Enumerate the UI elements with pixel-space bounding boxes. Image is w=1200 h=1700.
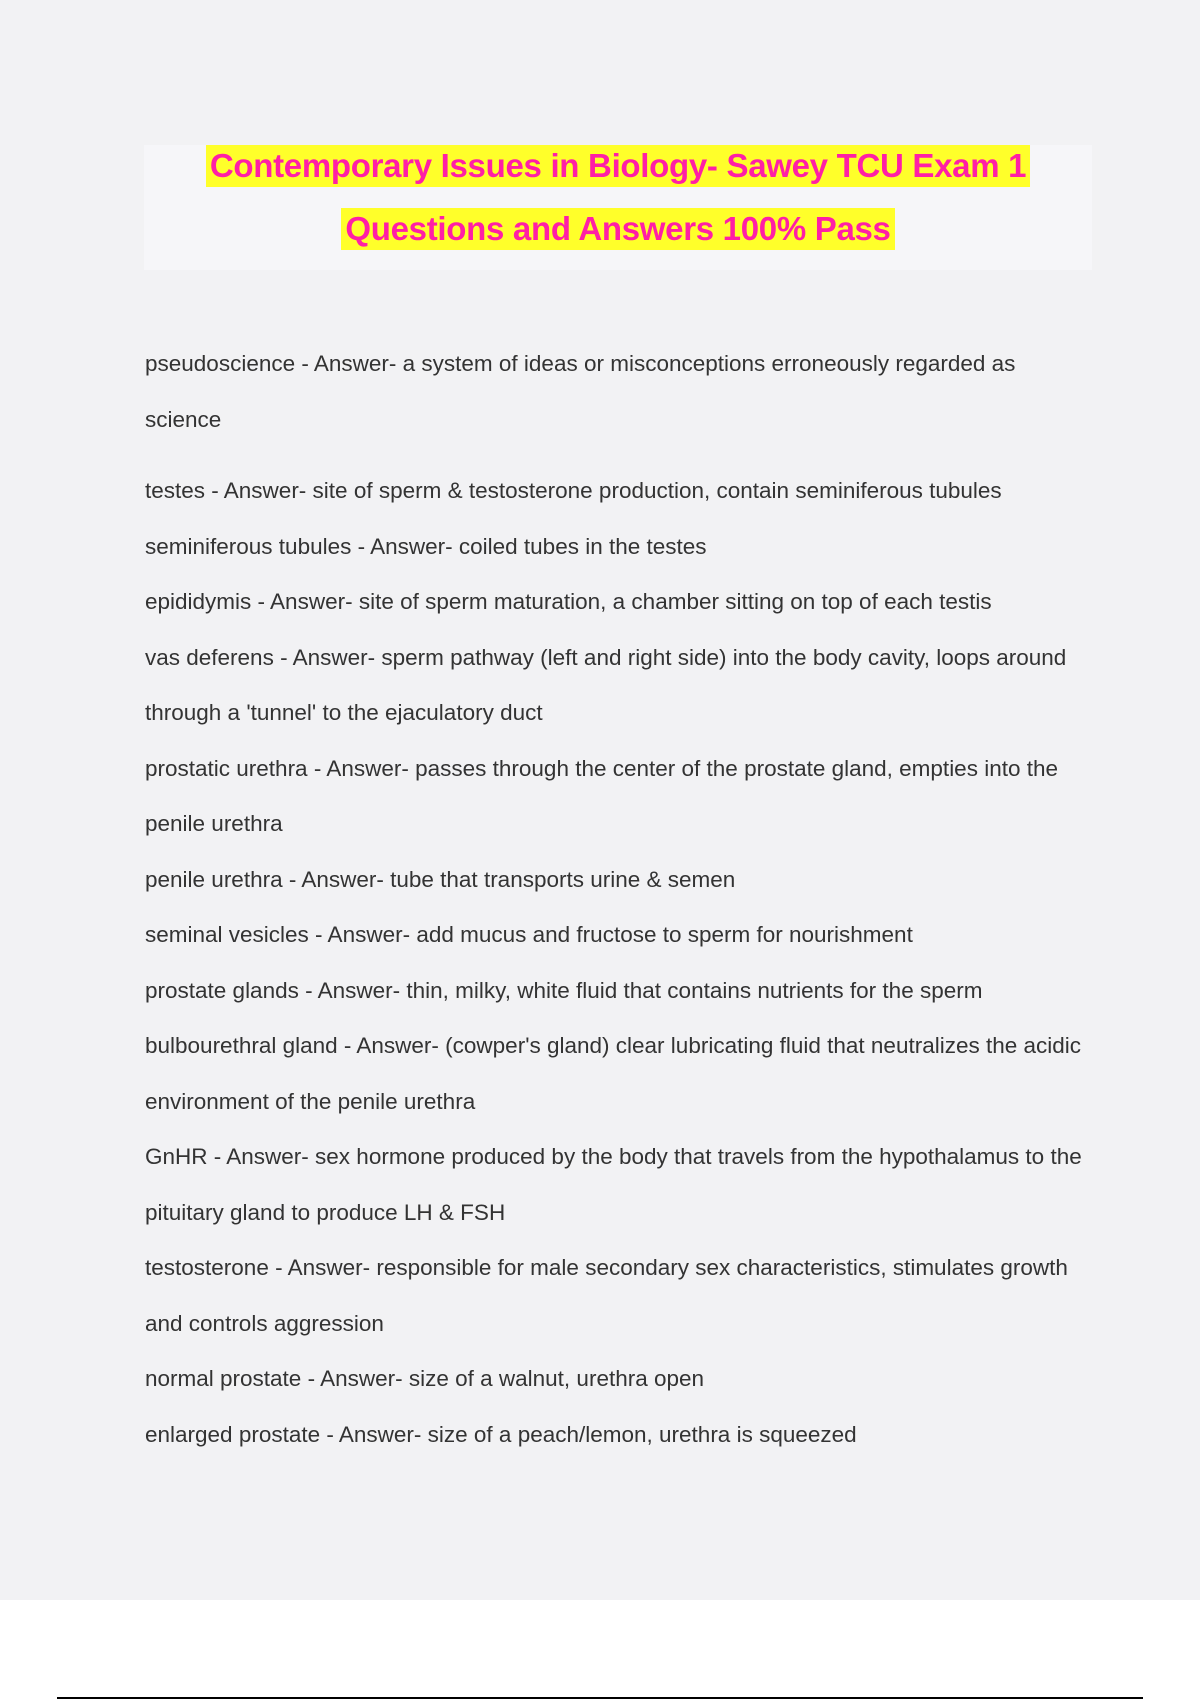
qa-list bbox=[145, 336, 1095, 1462]
qa-entry-enlarged-prostate: enlarged prostate - Answer- size of a peach/lemon, urethra is squeezed bbox=[145, 1421, 857, 1447]
qa-entry-seminiferous-tubules: seminiferous tubules - Answer- coiled tubes in the testes bbox=[145, 533, 707, 559]
document-title-line-1: Contemporary Issues in Biology- Sawey TCU Exam 1 bbox=[206, 145, 1030, 187]
qa-entry-testes: testes - Answer- site of sperm & testosterone production, contain seminiferous tubules bbox=[145, 478, 1002, 503]
qa-entry-testosterone: testosterone - Answer- responsible for male secondary sex characteristics, stimulates growth and controls aggression bbox=[145, 1255, 1068, 1336]
qa-entry-epididymis: epididymis - Answer- site of sperm maturation, a chamber sitting on top of each testis bbox=[145, 589, 992, 614]
qa-entry-normal-prostate: normal prostate - Answer- size of a walnut, urethra open bbox=[145, 1366, 705, 1391]
qa-entry-bulbourethral-gland: bulbourethral gland - Answer- (cowper's gland) clear lubricating fluid that neutralizes the acidic environment of the penile urethra bbox=[145, 1033, 1082, 1114]
qa-entry-vas-deferens: vas deferens - Answer- sperm pathway (left and right side) into the body cavity, loops around through a 'tunnel' to the ejaculatory duct bbox=[145, 644, 1067, 725]
qa-entry-prostatic-urethra: prostatic urethra - Answer- passes through the center of the prostate gland, empties into the penile urethra bbox=[145, 755, 1059, 836]
qa-entry-penile-urethra: penile urethra - Answer- tube that transports urine & semen bbox=[145, 866, 736, 892]
qa-entry-seminal-vesicles: seminal vesicles - Answer- add mucus and fructose to sperm for nourishment bbox=[145, 922, 913, 947]
qa-entry-pseudoscience: pseudoscience - Answer- a system of ideas or misconceptions erroneously regarded as science bbox=[145, 351, 1016, 432]
footer-divider bbox=[57, 1697, 1143, 1699]
qa-entry-prostate-glands: prostate glands - Answer- thin, milky, white fluid that contains nutrients for the sperm bbox=[145, 977, 983, 1003]
title-block bbox=[144, 145, 1092, 270]
document-title-line-2: Questions and Answers 100% Pass bbox=[341, 208, 894, 250]
qa-entry-gnhr: GnHR - Answer- sex hormone produced by the body that travels from the hypothalamus to the pituitary gland to produce LH & FSH bbox=[145, 1144, 1082, 1225]
